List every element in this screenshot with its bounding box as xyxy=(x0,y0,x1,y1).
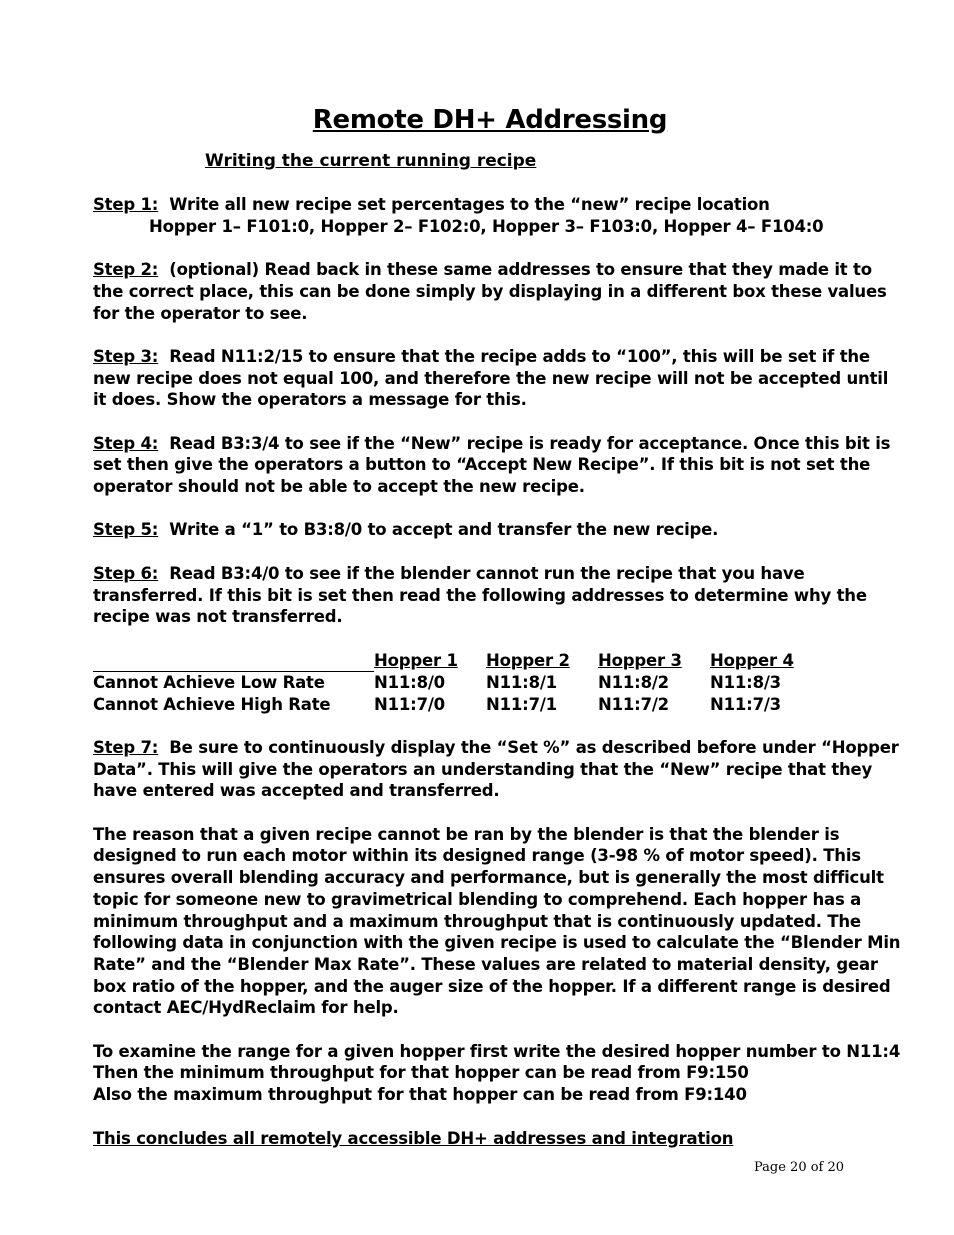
step-text: Read B3:4/0 to see if the blender cannot run the recipe that you have transferred. If this bit is set then read the following addresses to determine why the recipe was not transferred. xyxy=(93,563,867,627)
step-5-paragraph xyxy=(93,519,903,541)
table-header-cell: Hopper 3 xyxy=(598,650,682,670)
step-label: Step 2: xyxy=(93,260,159,280)
step-text: (optional) Read back in these same addresses to ensure that they made it to the correct place, this can be done simply by displaying in a different box these values for the operator to see. xyxy=(93,260,887,323)
step-text: Read N11:2/15 to ensure that the recipe adds to “100”, this will be set if the new recipe does not equal 100, and therefore the new recipe will not be accepted until it does. Show the operators a message for this. xyxy=(93,346,889,410)
step-label: Step 6: xyxy=(93,563,159,583)
table-row xyxy=(93,694,822,716)
conclusion-text: This concludes all remotely accessible DH+ addresses and integration xyxy=(93,1128,734,1148)
page-subtitle: Writing the current running recipe xyxy=(205,151,537,171)
step-label: Step 4: xyxy=(93,433,159,453)
table-cell: N11:8/0 xyxy=(374,672,445,692)
step-1-paragraph xyxy=(93,194,903,237)
table-header-row xyxy=(93,650,822,672)
page-number: Page 20 of 20 xyxy=(754,1160,845,1175)
step-7-paragraph xyxy=(93,737,903,802)
table-header-cell: Hopper 2 xyxy=(486,650,570,670)
table-row-label: Cannot Achieve Low Rate xyxy=(93,672,325,692)
range-line: Also the maximum throughput for that hopper can be read from F9:140 xyxy=(93,1085,747,1105)
table-header-cell: Hopper 1 xyxy=(374,650,458,670)
step-label: Step 3: xyxy=(93,346,159,366)
step-text: Be sure to continuously display the “Set %” as described before under “Hopper Data”. This will give the operators an understanding that the “New” recipe that they have entered was accepted and transferred. xyxy=(93,737,899,801)
step-2-paragraph xyxy=(93,259,903,324)
table-cell: N11:7/2 xyxy=(598,694,669,714)
hopper-address-table xyxy=(93,650,822,716)
step-text: Write all new recipe set percentages to the “new” recipe location xyxy=(169,195,770,214)
range-paragraph xyxy=(93,1041,903,1106)
document-body xyxy=(93,194,903,1171)
table-cell: N11:7/3 xyxy=(710,694,781,714)
table-header-cell: Hopper 4 xyxy=(710,650,794,670)
table-cell: N11:8/1 xyxy=(486,672,557,692)
reason-paragraph: The reason that a given recipe cannot be ran by the blender is that the blender is designed to run each motor within its designed range (3-98 % of motor speed). This ensures overall blending accuracy and performance, but is generally the most difficult topic for someone new to gravimetrical blending to comprehend. Each hopper has a minimum throughput and a maximum throughput that is continuously updated. The following data in conjunction with the given recipe is used to calculate the “Blender Min Rate” and the “Blender Max Rate”. These values are related to material density, gear box ratio of the hopper, and the auger size of the hopper. If a different range is desired contact AEC/HydReclaim for help. xyxy=(93,824,901,1018)
table-cell: N11:7/0 xyxy=(374,694,445,714)
step-label: Step 7: xyxy=(93,737,159,757)
range-line: Then the minimum throughput for that hopper can be read from F9:150 xyxy=(93,1063,749,1083)
page-title: Remote DH+ Addressing xyxy=(312,105,668,135)
table-cell: N11:7/1 xyxy=(486,694,557,714)
step-text: Write a “1” to B3:8/0 to accept and transfer the new recipe. xyxy=(169,520,719,540)
step-label: Step 1: xyxy=(93,195,159,214)
step-indent-text: Hopper 1– F101:0, Hopper 2– F102:0, Hopper 3– F103:0, Hopper 4– F104:0 xyxy=(149,216,824,236)
step-3-paragraph xyxy=(93,346,903,411)
table-cell: N11:8/2 xyxy=(598,672,669,692)
step-text: Read B3:3/4 to see if the “New” recipe is ready for acceptance. Once this bit is set then give the operators a button to “Accept New Recipe”. If this bit is not set the operator should not be able to accept the new recipe. xyxy=(93,433,891,497)
range-line: To examine the range for a given hopper first write the desired hopper number to N11:4 xyxy=(93,1041,901,1061)
table-row xyxy=(93,671,822,693)
step-label: Step 5: xyxy=(93,520,159,540)
table-row-label: Cannot Achieve High Rate xyxy=(93,694,331,714)
step-6-paragraph xyxy=(93,563,903,628)
step-4-paragraph xyxy=(93,433,903,498)
table-cell: N11:8/3 xyxy=(710,672,781,692)
table-corner-cell xyxy=(93,650,374,672)
